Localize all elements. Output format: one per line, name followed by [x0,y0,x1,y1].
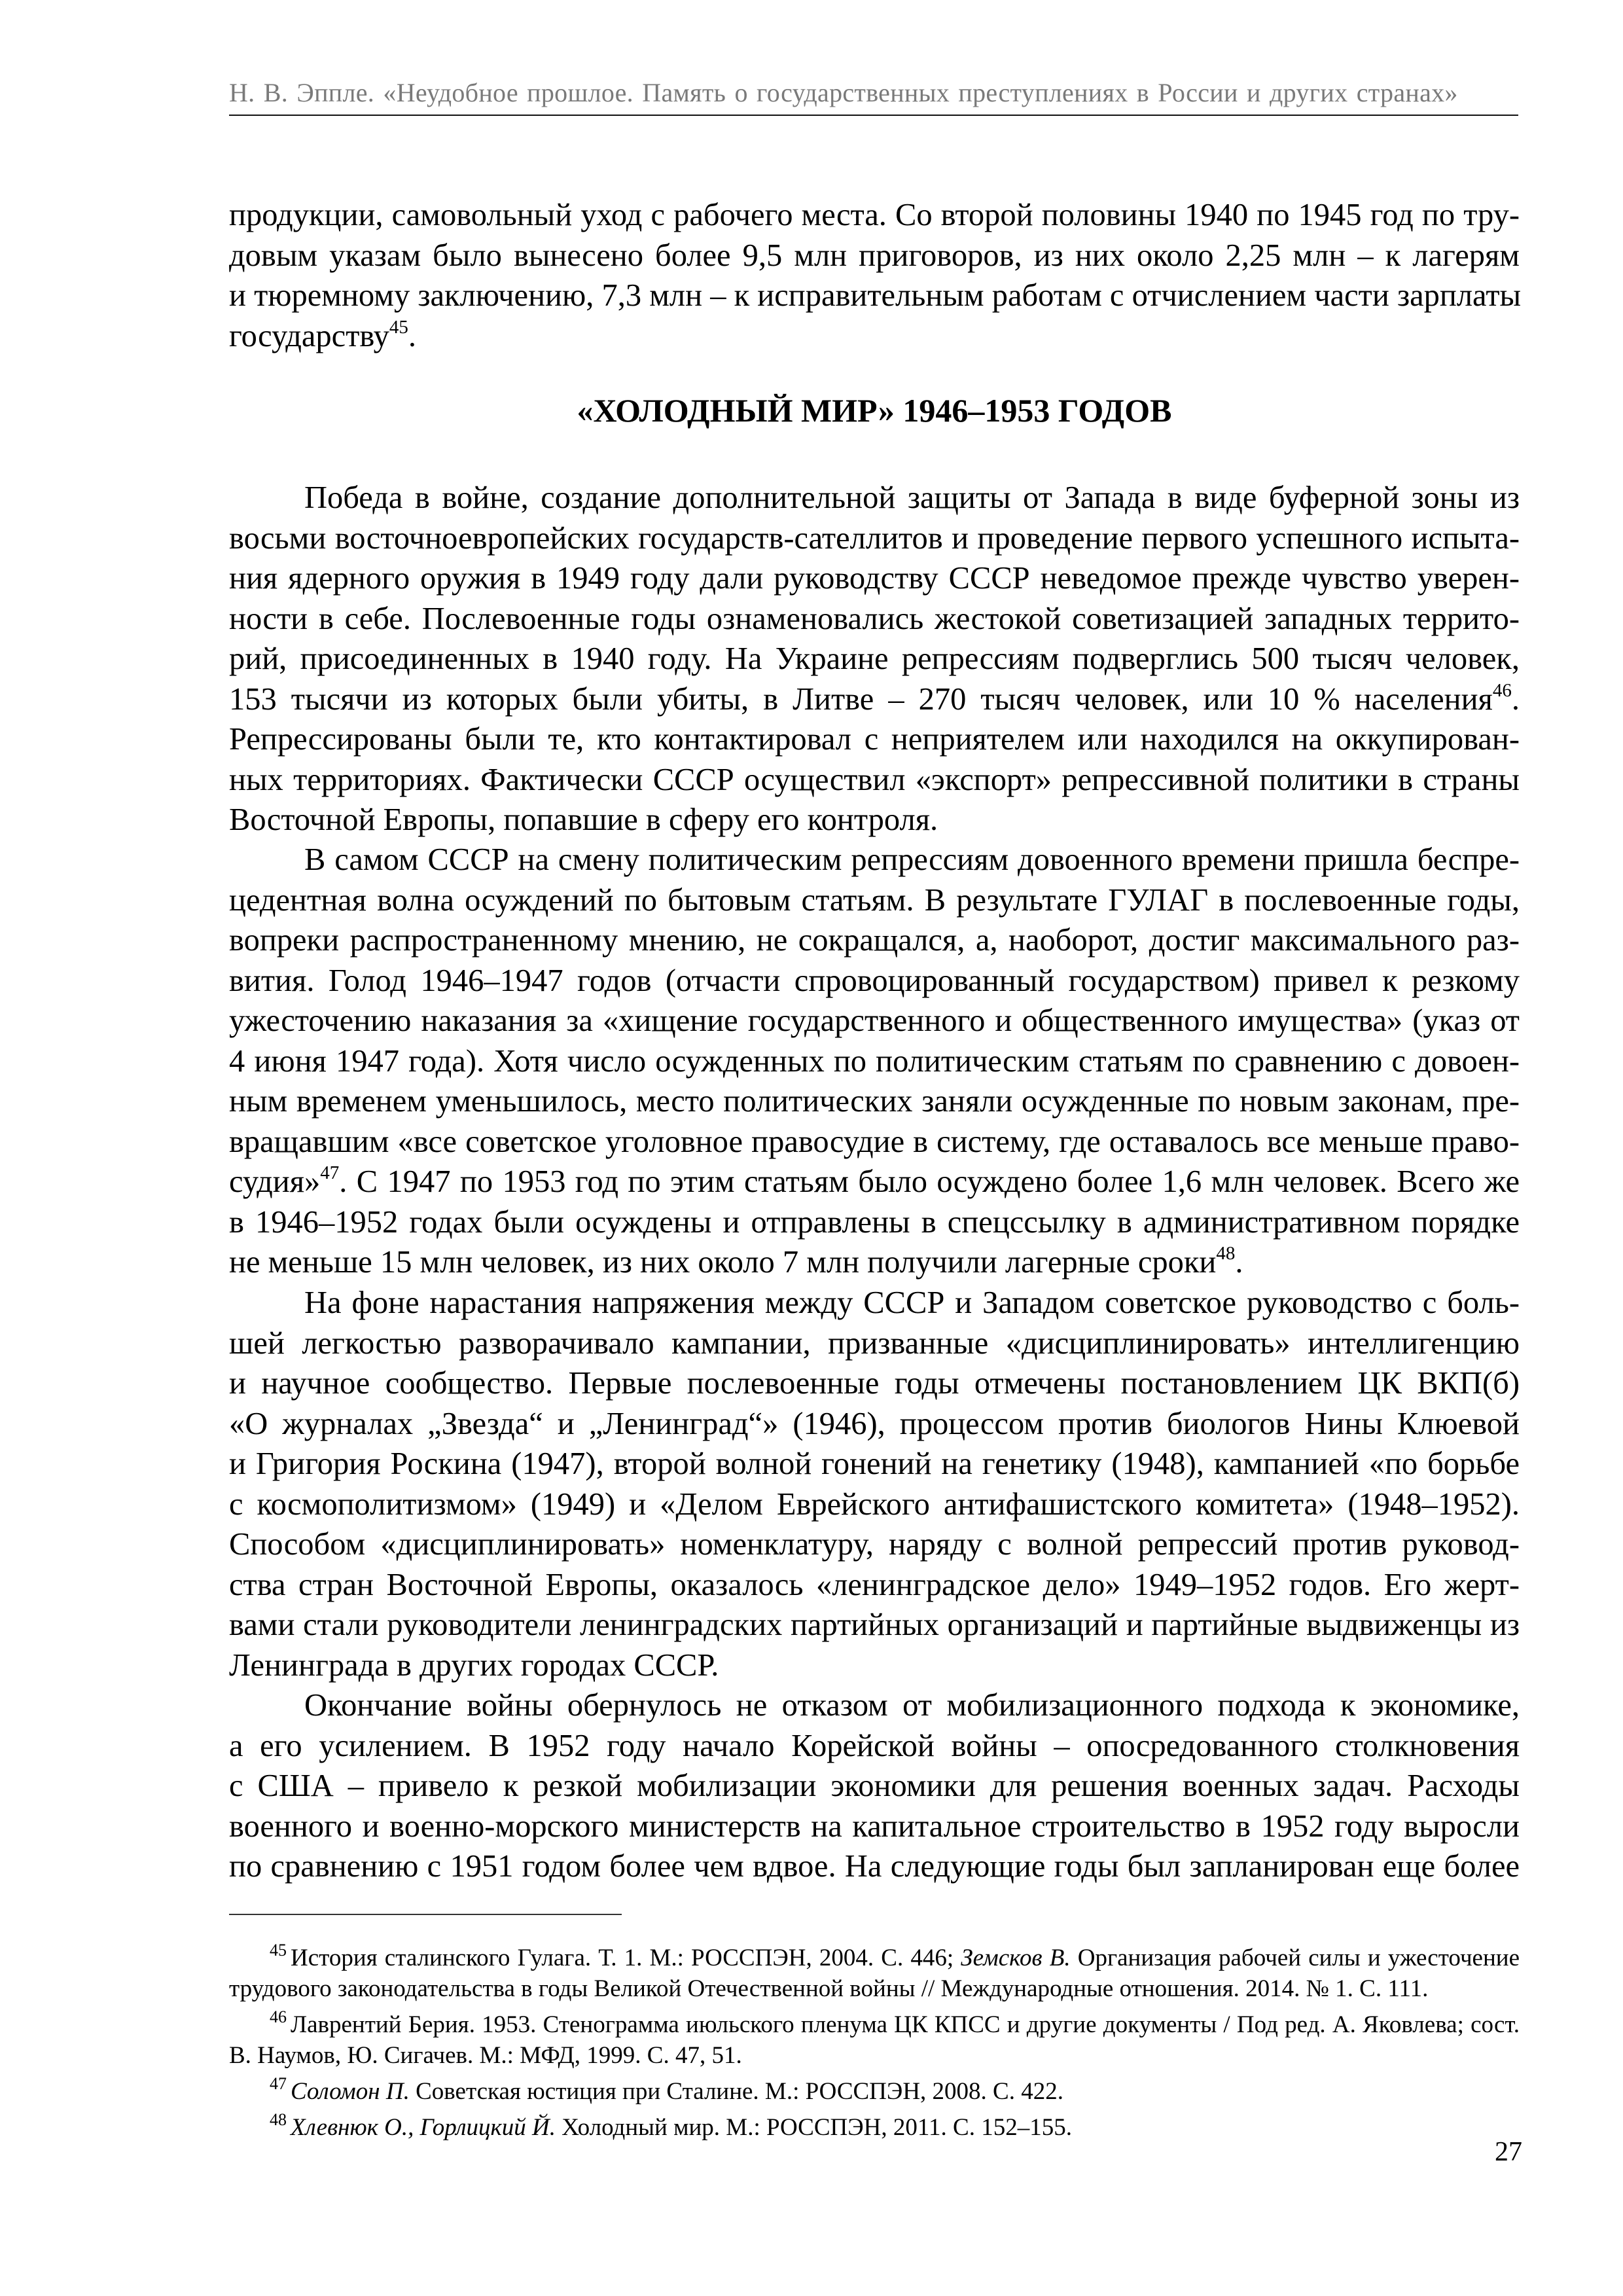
text-line: Репрессированы были те, кто контактировал с неприятелем или находился на оккупирован- [229,722,1520,757]
text-line: Окончание войны обернулось не отказом от мобилизационного подхода к экономике, [304,1688,1520,1723]
text-line: вопреки распространенному мнению, не сокращался, а, наоборот, достиг максимального раз- [229,923,1520,958]
text-line: довым указам было вынесено более 9,5 млн приговоров, из них около 2,25 млн – к лагерям [229,238,1520,273]
text-span: государству [229,318,389,353]
text-line: продукции, самовольный уход с рабочего места. Со второй половины 1940 по 1945 год по тру- [229,198,1520,232]
text-line: ужесточению наказания за «хищение государственного и общественного имущества» (указ от [229,1003,1520,1038]
text-span: . [1511,681,1520,717]
footnote-48 [229,2112,1520,2143]
section-title: «ХОЛОДНЫЙ МИР» 1946–1953 ГОДОВ [577,392,1172,429]
text-line: восьми восточноевропейских государств-сателлитов и проведение первого успешного испыта- [229,520,1520,556]
text-line: ности в себе. Послевоенные годы ознаменовались жестокой советизацией западных террито- [229,601,1520,636]
text-span: . [1235,1245,1243,1280]
footnote-46-cont: В. Наумов, Ю. Сигачев. М.: МФД, 1999. С. 47, 51. [229,2042,742,2069]
text-line: ства стран Восточной Европы, оказалось «ленинградское дело» 1949–1952 годов. Его жерт- [229,1567,1520,1602]
footnote-ref[interactable]: 48 [1216,1243,1236,1264]
text-line: Способом «дисциплинировать» номенклатуру, наряду с волной репрессий против руковод- [229,1527,1520,1562]
text-line: а его усилением. В 1952 году начало Корейской войны – опосредованного столкновения [229,1728,1520,1763]
text-span: Советская юстиция при Сталине. М.: РОССПЭН, 2008. С. 422. [409,2078,1063,2105]
text-span: не меньше 15 млн человек, из них около 7 млн получили лагерные сроки [229,1245,1217,1280]
text-line: с космополитизмом» (1949) и «Делом Еврейского антифашистского комитета» (1948–1952). [229,1486,1520,1522]
text-span: История сталинского Гулага. Т. 1. М.: РОССПЭН, 2004. С. 446; [291,1945,961,1971]
text-line: цедентная волна осуждений по бытовым статьям. В результате ГУЛАГ в послевоенные годы, [229,882,1520,918]
text-line: 4 июня 1947 года). Хотя число осужденных по политическим статьям по сравнению с довоен- [229,1043,1520,1079]
footnote-45 [229,1943,1520,1973]
text-line [229,1242,1520,1283]
text-line: вами стали руководители ленинградских партийных организаций и партийные выдвиженцы из [229,1607,1520,1642]
text-line: Ленинграда в других городах СССР. [229,1647,719,1683]
text-line: рий, присоединенных в 1940 году. На Украине репрессиям подверглись 500 тысяч человек, [229,641,1520,676]
text-line: На фоне нарастания напряжения между СССР и Западом советское руководство с боль- [304,1285,1520,1320]
text-line: и Григория Роскина (1947), второй волной гонений на генетику (1948), кампанией «по борьбе [229,1446,1520,1481]
footnotes [229,1943,1520,2143]
text-line: В самом СССР на смену политическим репрессиям довоенного времени пришла беспре- [304,842,1520,877]
text-line [229,1162,1520,1202]
header-rule [229,115,1518,116]
paragraph-4 [229,1685,1520,1887]
text-line [229,679,1520,720]
text-span: Организация рабочей силы и ужесточение [1070,1945,1520,1971]
author-name: Хлевнюк О., Горлицкий Й. [291,2114,556,2141]
author-name: Земсков В. [961,1945,1071,1971]
footnote-number: 45 [270,1941,287,1960]
text-line: ния ядерного оружия в 1949 году дали руководству СССР неведомое прежде чувство уверен- [229,561,1520,596]
text-line: вращавшим «все советское уголовное правосудие в систему, где оставалось все меньше право- [229,1124,1520,1159]
footnote-separator [229,1914,622,1915]
text-span: . [408,318,417,353]
text-line: вития. Голод 1946–1947 годов (отчасти спровоцированный государством) привел к резкому [229,963,1520,998]
text-line: с США – привело к резкой мобилизации экономики для решения военных задач. Расходы [229,1768,1520,1803]
text-line: «О журналах „Звезда“ и „Ленинград“» (1946), процессом против биологов Нины Клюевой [229,1406,1520,1441]
footnote-number: 48 [270,2110,287,2129]
author-name: Соломон П. [291,2078,410,2105]
text-line: Победа в войне, создание дополнительной защиты от Запада в виде буферной зоны из [304,480,1520,515]
footnote-ref[interactable]: 45 [389,316,408,338]
footnote-number: 47 [270,2074,287,2093]
footnote-number: 46 [270,2007,287,2026]
footnote-46 [229,2009,1520,2040]
paragraph-3 [229,1283,1520,1685]
text-line [229,316,1520,357]
footnote-ref[interactable]: 47 [320,1162,340,1183]
intro-paragraph [229,195,1520,356]
text-span: Лаврентий Берия. 1953. Стенограмма июльского пленума ЦК КПСС и другие документы / Под ред. А. Яковлева; сост. [291,2011,1520,2038]
running-header: Н. В. Эппле. «Неудобное прошлое. Память о государственных преступлениях в России и других странах» [229,78,1458,107]
text-span: Холодный мир. М.: РОССПЭН, 2011. С. 152–155. [556,2114,1072,2141]
text-line: военного и военно-морского министерств на капитальное строительство в 1952 году выросли [229,1808,1520,1844]
text-line: Восточной Европы, попавшие в сферу его контроля. [229,802,938,837]
paragraph-1 [229,478,1520,840]
text-span: . С 1947 по 1953 год по этим статьям было осуждено более 1,6 млн человек. Всего же [339,1164,1520,1199]
text-span: 153 тысячи из которых были убиты, в Литве – 270 тысяч человек, или 10 % населения [229,681,1493,717]
page-number: 27 [1495,2137,1522,2167]
text-line: и тюремному заключению, 7,3 млн – к исправительным работам с отчислением части зарплаты [229,278,1522,313]
footnote-47 [229,2076,1520,2107]
paragraph-2 [229,840,1520,1283]
text-line: шей легкостью разворачивало кампании, призванные «дисциплинировать» интеллигенцию [229,1325,1520,1361]
text-line: ных территориях. Фактически СССР осуществил «экспорт» репрессивной политики в страны [229,762,1520,797]
text-span: судия» [229,1164,321,1199]
text-line: и научное сообщество. Первые послевоенные годы отмечены постановлением ЦК ВКП(б) [229,1366,1520,1401]
footnote-45-cont: трудового законодательства в годы Великой Отечественной войны // Международные отношения. 2014. № 1. С. 111. [229,1975,1429,2002]
text-line: в 1946–1952 годах были осуждены и отправлены в спецссылку в административном порядке [229,1204,1520,1240]
text-line: по сравнению с 1951 годом более чем вдвое. На следующие годы был запланирован еще более [229,1849,1520,1884]
text-line: ным временем уменьшилось, место политических заняли осужденные по новым законам, пре- [229,1084,1520,1119]
footnote-ref[interactable]: 46 [1492,679,1512,701]
